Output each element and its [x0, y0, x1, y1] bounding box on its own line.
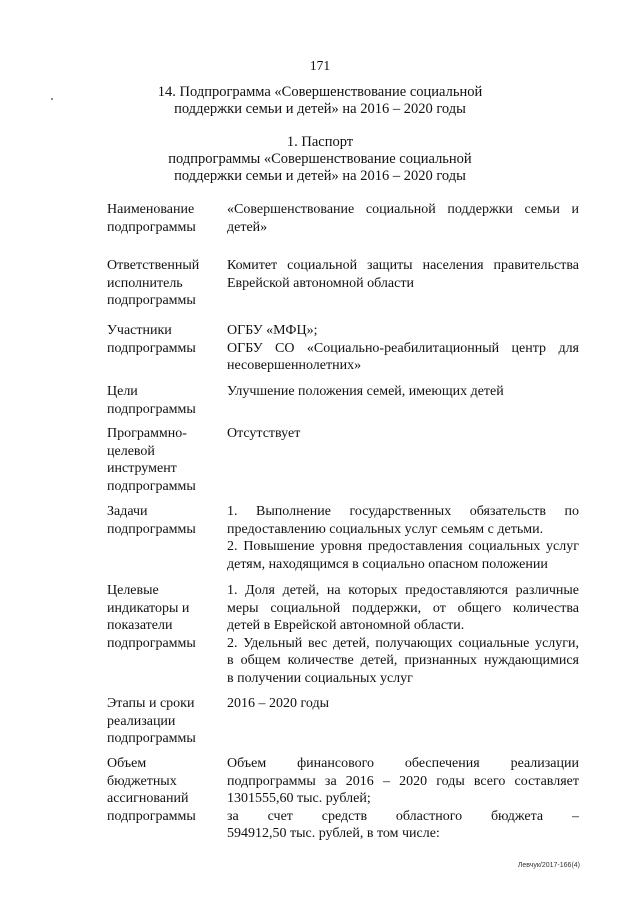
label-line: Программно-: [107, 426, 187, 441]
value-line: 2016 – 2020 годы: [227, 696, 330, 711]
value-line: ОГБУ СО «Социально-реабилитационный центр для: [227, 340, 579, 356]
row-value: [227, 695, 579, 755]
passport-heading-line: 1. Паспорт: [286, 134, 354, 150]
value-line: меры социальной поддержки, от общего количества: [227, 600, 579, 616]
value-line: детей в Еврейской автономной области.: [227, 618, 465, 634]
value-line: предоставлению социальных услуг семьям с детьми.: [227, 521, 544, 537]
label-line: подпрограммы: [107, 478, 196, 494]
value-line: Еврейской автономной области: [227, 275, 414, 291]
value-line: за счет средств областного бюджета –: [227, 808, 579, 824]
label-line: исполнитель: [107, 275, 183, 291]
row-value: [227, 582, 579, 695]
passport-row-participants: [107, 322, 579, 383]
row-label: [107, 425, 227, 503]
label-line: Участники: [107, 323, 172, 338]
label-line: подпрограммы: [107, 808, 196, 824]
passport-heading-line: поддержки семьи и детей» на 2016 – 2020 годы: [174, 168, 466, 184]
value-line: детей»: [227, 219, 268, 235]
passport-row-budget: [107, 755, 579, 847]
row-label: [107, 755, 227, 847]
row-label: [107, 383, 227, 425]
label-line: реализации: [107, 713, 176, 729]
passport-row-stages: [107, 695, 579, 755]
row-value: [227, 322, 579, 383]
row-value: [227, 425, 579, 503]
label-line: подпрограммы: [107, 293, 196, 309]
row-label: [107, 201, 227, 257]
subprogram-title-line: 14. Подпрограмма «Совершенствование социальной: [157, 84, 483, 100]
value-line: 1. Доля детей, на которых предоставляются различные: [227, 583, 579, 598]
label-line: ассигнований: [107, 791, 189, 807]
passport-heading: [0, 134, 640, 185]
label-line: Этапы и сроки: [107, 696, 195, 711]
label-line: подпрограммы: [107, 521, 196, 537]
value-line: 594912,50 тыс. рублей, в том числе:: [227, 826, 440, 842]
passport-table: [107, 201, 579, 847]
label-line: Ответственный: [107, 258, 200, 273]
value-line: 2. Повышение уровня предоставления социальных услуг: [227, 539, 579, 555]
value-line: 1301555,60 тыс. рублей;: [227, 791, 371, 807]
passport-row-responsible: [107, 257, 579, 322]
row-value: [227, 383, 579, 425]
row-label: [107, 257, 227, 322]
label-line: подпрограммы: [107, 340, 196, 356]
label-line: подпрограммы: [107, 731, 196, 747]
value-line: подпрограммы за 2016 – 2020 годы всего составляет: [227, 773, 579, 789]
subprogram-title-line: поддержки семьи и детей» на 2016 – 2020 годы: [174, 101, 466, 117]
label-line: индикаторы и: [107, 600, 190, 616]
passport-heading-line: подпрограммы «Совершенствование социальной: [168, 151, 472, 167]
row-value: [227, 201, 579, 257]
value-line: 2. Удельный вес детей, получающих социальные услуги,: [227, 635, 579, 651]
row-label: [107, 322, 227, 383]
value-line: Улучшение положения семей, имеющих детей: [227, 384, 504, 399]
label-line: Объем: [107, 756, 147, 771]
value-line: «Совершенствование социальной поддержки семьи и: [227, 202, 579, 217]
passport-row-indicators: [107, 582, 579, 695]
label-line: Целевые: [107, 583, 159, 598]
value-line: несовершеннолетних»: [227, 358, 362, 374]
row-label: [107, 582, 227, 695]
label-line: бюджетных: [107, 773, 177, 789]
label-line: Наименование: [107, 202, 195, 217]
label-line: целевой: [107, 443, 155, 459]
row-value: [227, 755, 579, 847]
label-line: подпрограммы: [107, 635, 196, 651]
subprogram-title: [0, 84, 640, 118]
row-label: [107, 695, 227, 755]
value-line: в общем количестве детей, признанных нуждающимися: [227, 653, 579, 669]
value-line: Комитет социальной защиты населения правительства: [227, 258, 579, 273]
value-line: ОГБУ «МФЦ»;: [227, 323, 318, 338]
label-line: показатели: [107, 618, 173, 634]
passport-row-name: [107, 201, 579, 257]
page-number: 171: [309, 58, 331, 73]
value-line: в получении социальных услуг: [227, 670, 413, 686]
passport-row-goals: [107, 383, 579, 425]
passport-row-instrument: [107, 425, 579, 503]
row-value: [227, 503, 579, 582]
value-line: 1. Выполнение государственных обязательств по: [227, 504, 579, 519]
value-line: Отсутствует: [227, 426, 301, 441]
label-line: подпрограммы: [107, 401, 196, 417]
label-line: Цели: [107, 384, 138, 399]
passport-row-tasks: [107, 503, 579, 582]
label-line: инструмент: [107, 461, 177, 477]
footer-code: Левчук/2017-166(4): [517, 862, 580, 869]
row-label: [107, 503, 227, 582]
row-value: [227, 257, 579, 322]
value-line: Объем финансового обеспечения реализации: [227, 756, 579, 771]
label-line: подпрограммы: [107, 219, 196, 235]
value-line: детям, находящимся в социально опасном положении: [227, 556, 548, 572]
label-line: Задачи: [107, 504, 148, 519]
